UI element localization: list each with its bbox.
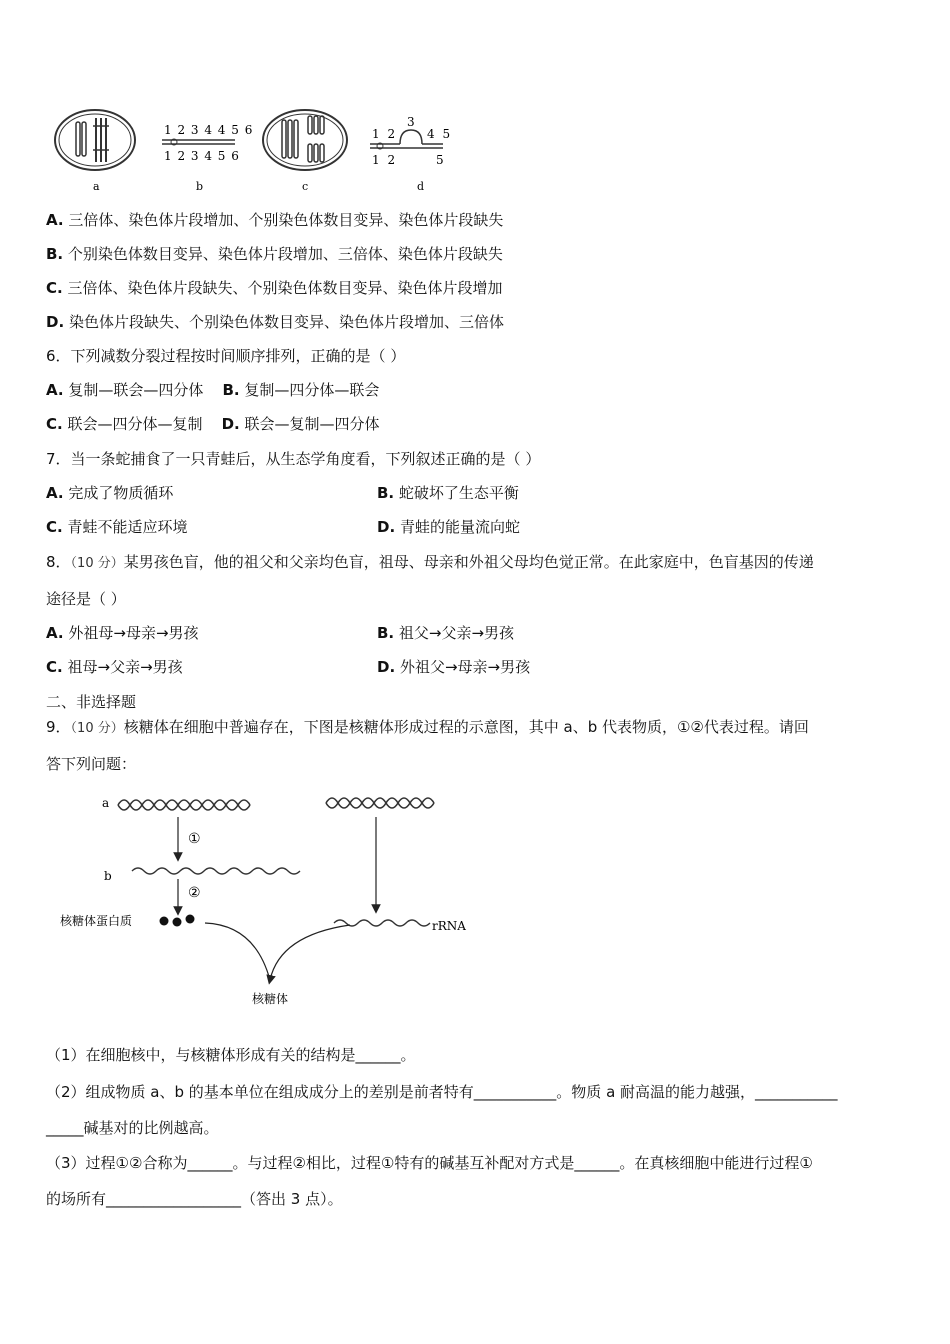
q9-sub2: （2）组成物质 a、b 的基本单位在组成成分上的差别是前者特有___________。物质 a 耐高温的能力越强，___________: [46, 1083, 838, 1101]
svg-text:3: 3: [407, 115, 415, 129]
q9-sub3-continued: 的场所有__________________（答出 3 点）。: [46, 1190, 343, 1208]
q5-option-c[interactable]: C. 三倍体、染色体片段缺失、个别染色体数目变异、染色体片段增加: [46, 279, 503, 297]
figure-a-cell: [55, 110, 135, 170]
svg-text:1 2: 1 2: [372, 153, 398, 167]
svg-text:4 5: 4 5: [427, 127, 453, 141]
q7-option-b[interactable]: B. 蛇破坏了生态平衡: [377, 484, 519, 502]
label-ribosomal-protein: 核糖体蛋白质: [60, 914, 133, 928]
figure-c-cell: [263, 110, 347, 170]
q6-options-row2: [46, 414, 380, 434]
step-1-label: ①: [188, 831, 201, 847]
svg-text:5: 5: [436, 153, 444, 167]
protein-dot: [186, 915, 195, 924]
svg-text:1 2 3 4 4 5 6: 1 2 3 4 4 5 6: [164, 123, 254, 137]
q8-stem-continued: 途径是（ ）: [46, 590, 126, 608]
protein-dot: [173, 918, 182, 927]
mrna-b-strand: [132, 868, 300, 874]
q6-option-c[interactable]: C. 联会—四分体—复制: [46, 415, 203, 433]
q9-sub3: （3）过程①②合称为______。与过程②相比，过程①特有的碱基互补配对方式是______。在真核细胞中能进行过程①: [46, 1154, 813, 1172]
q9-sub2-continued: _____碱基对的比例越高。: [46, 1119, 219, 1137]
q6-stem: 6．下列减数分裂过程按时间顺序排列，正确的是（ ）: [46, 347, 406, 365]
dna-a-helix: [118, 800, 250, 810]
figure-label-b: b: [196, 180, 204, 193]
q9-stem-continued: 答下列问题：: [46, 755, 137, 773]
svg-text:1 2 3 4 5 6: 1 2 3 4 5 6: [164, 149, 240, 163]
q8-option-d[interactable]: D. 外祖父→母亲→男孩: [377, 658, 531, 676]
step-2-label: ②: [188, 885, 201, 901]
q6-option-b[interactable]: B. 复制—四分体—联会: [222, 381, 380, 399]
section-heading: 二、非选择题: [46, 693, 137, 711]
figure-label-d: d: [417, 180, 425, 193]
q7-stem: 7．当一条蛇捕食了一只青蛙后，从生态学角度看，下列叙述正确的是（ ）: [46, 450, 541, 468]
q6-options-row1: [46, 380, 379, 400]
label-b: b: [104, 869, 112, 883]
q8-stem: 8．（10 分）某男孩色盲，他的祖父和父亲均色盲，祖母、母亲和外祖父母均色觉正常。在此家庭中，色盲基因的传递: [46, 553, 814, 571]
q6-option-d[interactable]: D. 联会—复制—四分体: [221, 415, 380, 433]
q7-option-a[interactable]: A. 完成了物质循环: [46, 484, 174, 502]
label-rrna: rRNA: [432, 919, 466, 933]
q5-option-a[interactable]: A. 三倍体、染色体片段增加、个别染色体数目变异、染色体片段缺失: [46, 211, 504, 229]
dna-rrna-gene-helix: [326, 798, 434, 808]
q5-option-b[interactable]: B. 个别染色体数目变异、染色体片段增加、三倍体、染色体片段缺失: [46, 245, 503, 263]
q5-option-d[interactable]: D. 染色体片段缺失、个别染色体数目变异、染色体片段增加、三倍体: [46, 313, 504, 331]
label-ribosome: 核糖体: [252, 992, 289, 1006]
figure-label-c: c: [302, 180, 309, 193]
ribosome-formation-diagram: [60, 785, 500, 1015]
q6-option-a[interactable]: A. 复制—联会—四分体: [46, 381, 204, 399]
svg-text:1 2: 1 2: [372, 127, 398, 141]
q8-option-a[interactable]: A. 外祖母→母亲→男孩: [46, 624, 199, 642]
figure-d-chromosome-pair: [370, 115, 452, 167]
q8-option-b[interactable]: B. 祖父→父亲→男孩: [377, 624, 515, 642]
protein-dot: [160, 917, 169, 926]
q9-sub1: （1）在细胞核中，与核糖体形成有关的结构是______。: [46, 1046, 416, 1064]
label-a: a: [102, 796, 110, 810]
q7-option-d[interactable]: D. 青蛙的能量流向蛇: [377, 518, 520, 536]
q7-option-c[interactable]: C. 青蛙不能适应环境: [46, 518, 188, 536]
q9-stem: 9．（10 分）核糖体在细胞中普遍存在，下图是核糖体形成过程的示意图，其中 a、b 代表物质，①②代表过程。请回: [46, 718, 809, 736]
figure-label-a: a: [93, 180, 100, 193]
q8-option-c[interactable]: C. 祖母→父亲→男孩: [46, 658, 183, 676]
chromosome-variation-figure: [50, 100, 460, 200]
figure-b-chromosome-pair: [162, 123, 253, 163]
